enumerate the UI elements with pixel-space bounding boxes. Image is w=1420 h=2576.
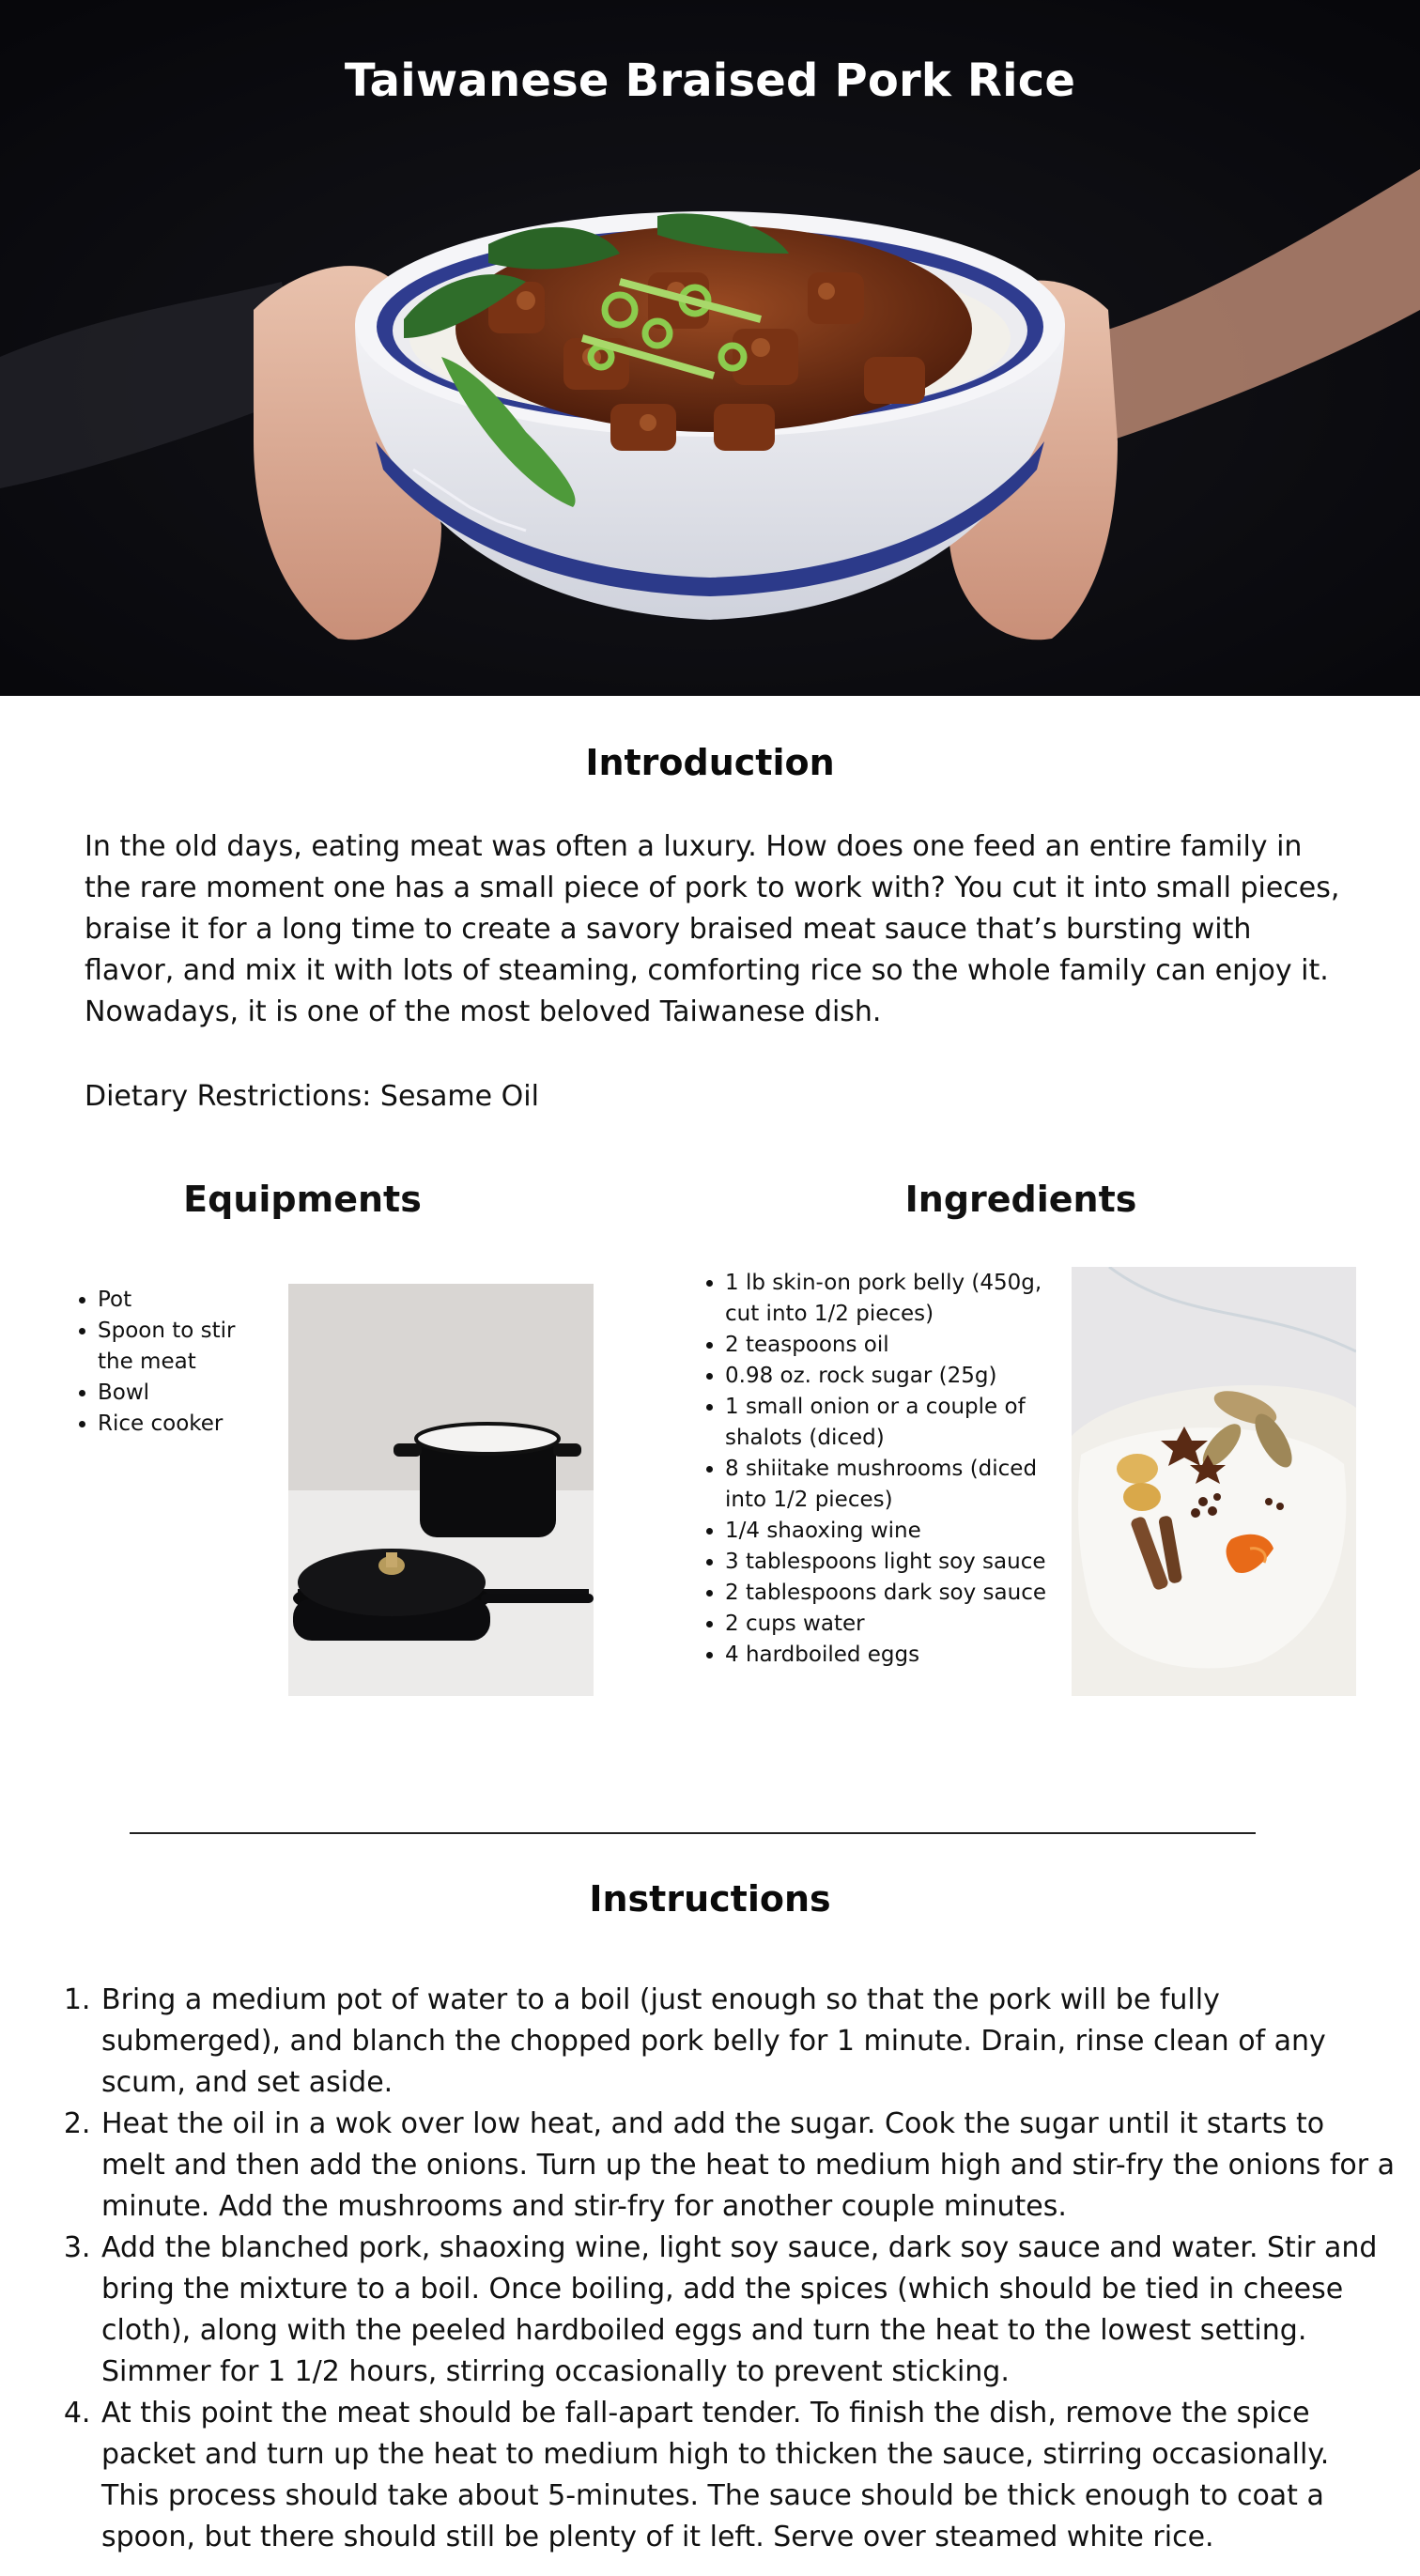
section-divider bbox=[130, 1832, 1256, 1834]
page-title: Taiwanese Braised Pork Rice bbox=[344, 54, 1076, 107]
cookware-pots-photo bbox=[288, 1284, 594, 1696]
instruction-step: 2. Heat the oil in a wok over low heat, and add the sugar. Cook the sugar until it starts to melt and then add the onions. Turn up the heat to medium high and stir-fry the onions for a minute. Add the mushrooms and stir-fry for another couple minutes. bbox=[100, 2104, 1396, 2228]
equipment-item: • Rice cooker bbox=[98, 1409, 276, 1440]
ingredient-list bbox=[697, 1268, 1052, 1671]
dietary-restrictions: Dietary Restrictions: Sesame Oil bbox=[85, 1080, 539, 1113]
ingredient-item: • 4 hardboiled eggs bbox=[725, 1640, 1052, 1671]
instruction-step: 3. Add the blanched pork, shaoxing wine, light soy sauce, dark soy sauce and water. Stir and bring the mixture to a boil. Once boiling, add the spices (which should be tied in cheese cloth), along with the peeled hardboiled eggs and turn the heat to the lowest setting. Simmer for 1 1/2 hours, stirring occasionally to prevent sticking. bbox=[100, 2228, 1396, 2393]
equipment-item: • Spoon to stir the meat bbox=[98, 1316, 276, 1378]
equipments-heading: Equipments bbox=[183, 1179, 422, 1220]
equipment-list bbox=[69, 1285, 276, 1440]
ingredient-item: • 0.98 oz. rock sugar (25g) bbox=[725, 1361, 1052, 1392]
ingredient-item: • 2 cups water bbox=[725, 1609, 1052, 1640]
ingredient-item: • 8 shiitake mushrooms (diced into 1/2 pieces) bbox=[725, 1454, 1052, 1516]
ingredient-item: • 1/4 shaoxing wine bbox=[725, 1516, 1052, 1547]
instruction-step: 1. Bring a medium pot of water to a boil (just enough so that the pork will be fully submerged), and blanch the chopped pork belly for 1 minute. Drain, rinse clean of any scum, and set aside. bbox=[100, 1980, 1396, 2104]
equipment-item: • Bowl bbox=[98, 1378, 276, 1409]
ingredient-item: • 3 tablespoons light soy sauce bbox=[725, 1547, 1052, 1578]
ingredient-item: • 2 tablespoons dark soy sauce bbox=[725, 1578, 1052, 1609]
instruction-steps bbox=[66, 1980, 1396, 2558]
ingredient-item: • 2 teaspoons oil bbox=[725, 1330, 1052, 1361]
hero-banner bbox=[0, 0, 1420, 696]
equipment-item: • Pot bbox=[98, 1285, 276, 1316]
ingredient-item: • 1 lb skin-on pork belly (450g, cut into 1/2 pieces) bbox=[725, 1268, 1052, 1330]
instruction-step: 4. At this point the meat should be fall-apart tender. To finish the dish, remove the spice packet and turn up the heat to medium high to thicken the sauce, stirring occasionally. This process should take about 5-minutes. The sauce should be thick enough to coat a spoon, but there should still be plenty of it left. Serve over steamed white rice. bbox=[100, 2393, 1396, 2558]
ingredient-item: • 1 small onion or a couple of shalots (diced) bbox=[725, 1392, 1052, 1454]
introduction-body: In the old days, eating meat was often a luxury. How does one feed an entire family in the rare moment one has a small piece of pork to work with? You cut it into small pieces, braise it for a long time to create a savory braised meat sauce that’s bursting with flavor, and mix it with lots of steaming, comforting rice so the whole family can enjoy it. Nowadays, it is one of the most beloved Taiwanese dish. bbox=[85, 830, 1340, 1028]
ingredients-heading: Ingredients bbox=[904, 1179, 1137, 1220]
instructions-heading: Instructions bbox=[589, 1878, 831, 1920]
spices-on-cheesecloth-photo bbox=[1072, 1267, 1356, 1696]
introduction-heading: Introduction bbox=[585, 742, 835, 783]
